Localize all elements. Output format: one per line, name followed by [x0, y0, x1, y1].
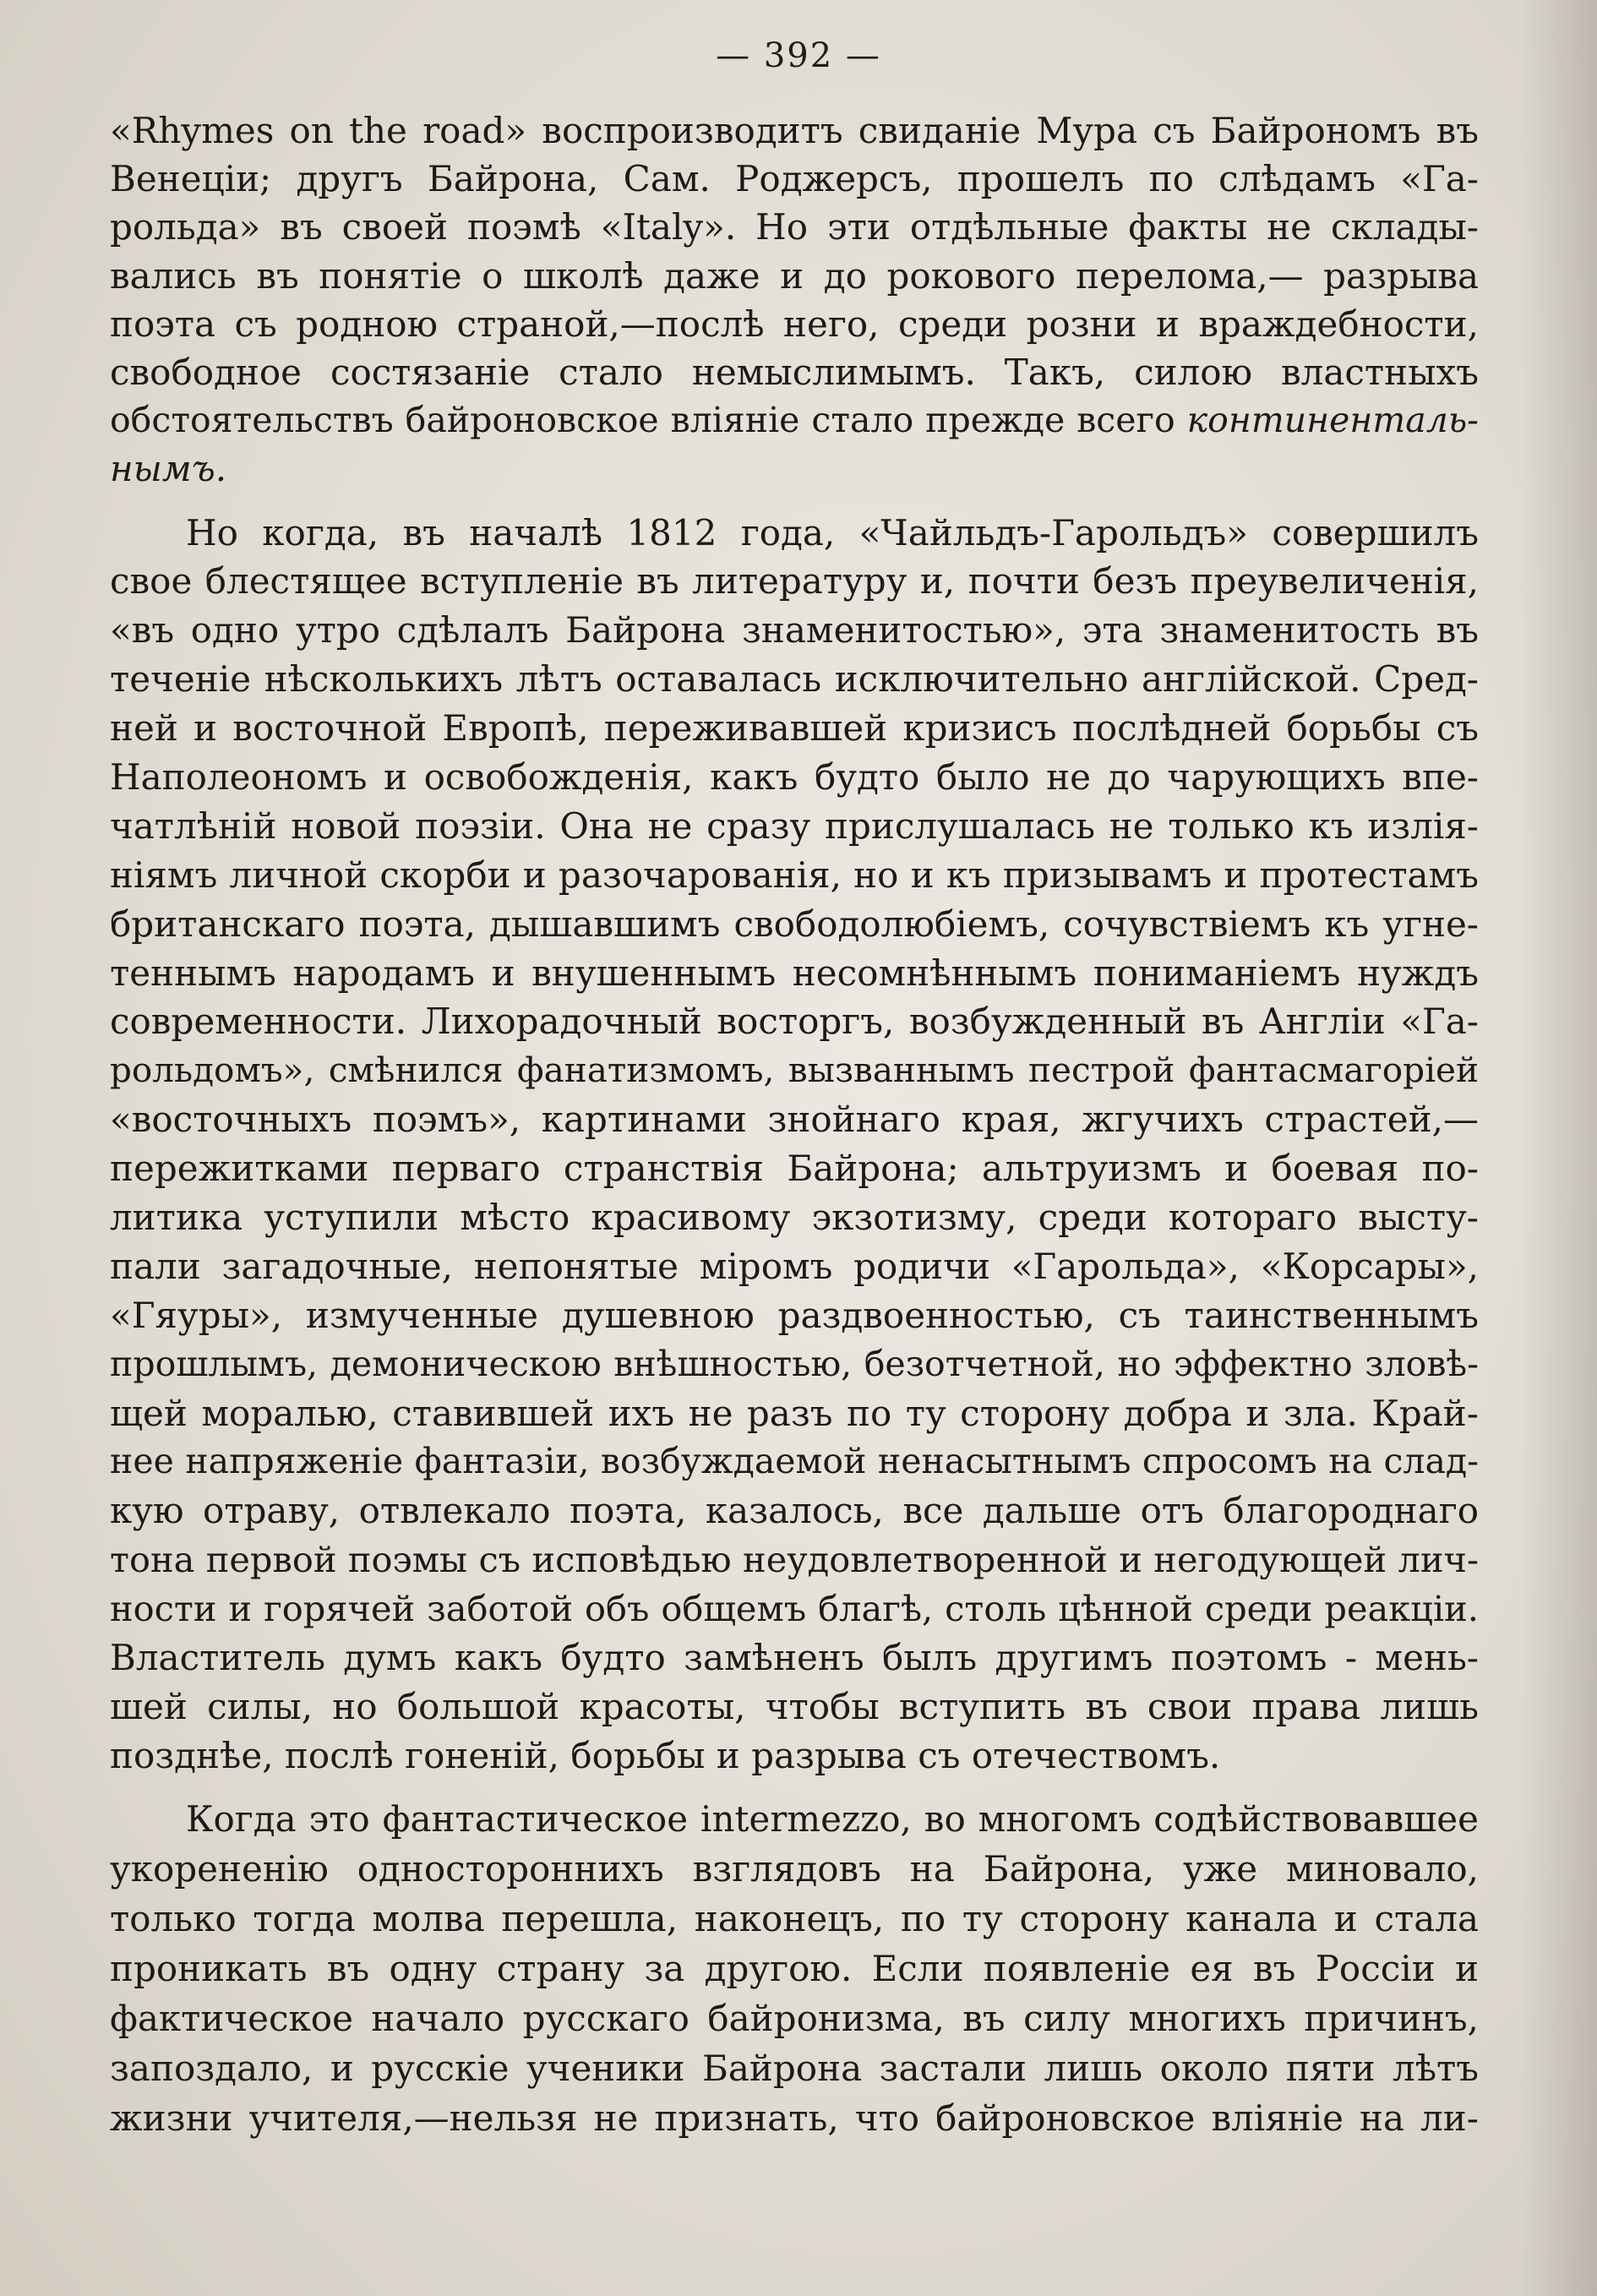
text-line: чатлѣній новой поэзіи. Она не сразу прислушалась не только къ излія-	[110, 804, 1479, 847]
text-line	[110, 444, 1479, 493]
text-line: «Rhymes on the road» воспроизводитъ свиданіе Мура съ Байрономъ въ	[110, 110, 1479, 151]
text-line: британскаго поэта, дышавшимъ свободолюбіемъ, сочувствіемъ къ угне-	[110, 903, 1479, 945]
text-line: Но когда, въ началѣ 1812 года, «Чайльдъ-Гарольдъ» совершилъ	[186, 511, 1479, 554]
binding-shadow	[1521, 0, 1597, 2296]
text-line: рольдомъ», смѣнился фанатизмомъ, вызваннымъ пестрой фантасмагоріей	[110, 1050, 1479, 1091]
text-line: тона первой поэмы съ исповѣдью неудовлетворенной и негодующей лич-	[110, 1539, 1479, 1581]
text-line: жизни учителя,—нельзя не признать, что байроновское вліяніе на ли-	[110, 2097, 1479, 2139]
text-line: литика уступили мѣсто красивому экзотизму, среди котораго высту-	[110, 1196, 1479, 1238]
text-line: шей силы, но большой красоты, чтобы вступить въ свои права лишь	[110, 1685, 1479, 1727]
text-line: вались въ понятіе о школѣ даже и до рокового перелома,— разрыва	[110, 254, 1479, 297]
text-line: рольда» въ своей поэмѣ «Italy». Но эти отдѣльные факты не склады-	[110, 206, 1479, 248]
paragraph-gap	[110, 494, 1479, 509]
text-line-start: обстоятельствъ байроновское вліяніе стало прежде всего	[110, 400, 1187, 441]
text-line: только тогда молва перешла, наконецъ, по ту сторону канала и стала	[110, 1897, 1479, 1939]
paragraph-2	[110, 509, 1479, 1781]
body-text	[110, 106, 1479, 2143]
text-line: проникать въ одну страну за другою. Если появленіе ея въ Россіи и	[110, 1947, 1479, 1989]
text-line: «Гяуры», измученные душевною раздвоенностью, съ таинственнымъ	[110, 1294, 1479, 1336]
italic-word-end: нымъ.	[110, 448, 227, 490]
text-line: поэта съ родною страной,—послѣ него, среди розни и враждебности,	[110, 303, 1479, 345]
paragraph-1	[110, 106, 1479, 494]
paragraph-3	[110, 1794, 1479, 2143]
text-line: «въ одно утро сдѣлалъ Байрона знаменитостью», эта знаменитость въ	[110, 609, 1479, 652]
text-line: укорененію одностороннихъ взглядовъ на Байрона, уже миновало,	[110, 1847, 1479, 1890]
text-line: Властитель думъ какъ будто замѣненъ былъ другимъ поэтомъ - мень-	[110, 1636, 1479, 1678]
text-line: щей моралью, ставившей ихъ не разъ по ту сторону добра и зла. Край-	[110, 1392, 1479, 1434]
paragraph-gap	[110, 1781, 1479, 1794]
text-line: пережитками перваго странствія Байрона; альтруизмъ и боевая по-	[110, 1148, 1479, 1190]
text-line: Наполеономъ и освобожденія, какъ будто было не до чарующихъ впе-	[110, 755, 1479, 798]
text-line: современности. Лихорадочный восторгъ, возбужденный въ Англіи «Га-	[110, 1001, 1479, 1043]
page-number: — 392 —	[716, 36, 881, 75]
italic-word: континенталь-	[1186, 400, 1479, 441]
text-line: «восточныхъ поэмъ», картинами знойнаго края, жгучихъ страстей,—	[110, 1099, 1479, 1141]
text-line: Когда это фантастическое intermezzo, во многомъ содѣйствовавшее	[186, 1797, 1479, 1840]
text-line: теченіе нѣсколькихъ лѣтъ оставалась исключительно англійской. Сред-	[110, 658, 1479, 701]
text-line	[110, 396, 1479, 444]
text-line: ности и горячей заботой объ общемъ благѣ, столь цѣнной среди реакціи.	[110, 1588, 1479, 1630]
text-line: фактическое начало русскаго байронизма, въ силу многихъ причинъ,	[110, 1997, 1479, 2039]
text-line: запоздало, и русскіе ученики Байрона застали лишь около пяти лѣтъ	[110, 2047, 1479, 2089]
text-line: пали загадочные, непонятые міромъ родичи «Гарольда», «Корсары»,	[110, 1245, 1479, 1287]
text-line: свободное состязаніе стало немыслимымъ. Такъ, силою властныхъ	[110, 351, 1479, 393]
text-line: свое блестящее вступленіе въ литературу и, почти безъ преувеличенія,	[110, 560, 1479, 603]
text-line: ней и восточной Европѣ, переживавшей кризисъ послѣдней борьбы съ	[110, 707, 1479, 750]
text-line: Венеціи; другъ Байрона, Сам. Роджерсъ, прошелъ по слѣдамъ «Га-	[110, 158, 1479, 200]
text-line: кую отраву, отвлекало поэта, казалось, все дальше отъ благороднаго	[110, 1490, 1479, 1532]
text-line: позднѣе, послѣ гоненій, борьбы и разрыва съ отечествомъ.	[110, 1734, 1221, 1776]
text-line: нее напряженіе фантазіи, возбуждаемой ненасытнымъ спросомъ на слад-	[110, 1441, 1479, 1482]
text-line: ніямъ личной скорби и разочарованія, но и къ призывамъ и протестамъ	[110, 854, 1479, 896]
text-line: прошлымъ, демоническою внѣшностью, безотчетной, но эффектно зловѣ-	[110, 1343, 1479, 1384]
text-line: теннымъ народамъ и внушеннымъ несомнѣннымъ пониманіемъ нуждъ	[110, 952, 1479, 994]
